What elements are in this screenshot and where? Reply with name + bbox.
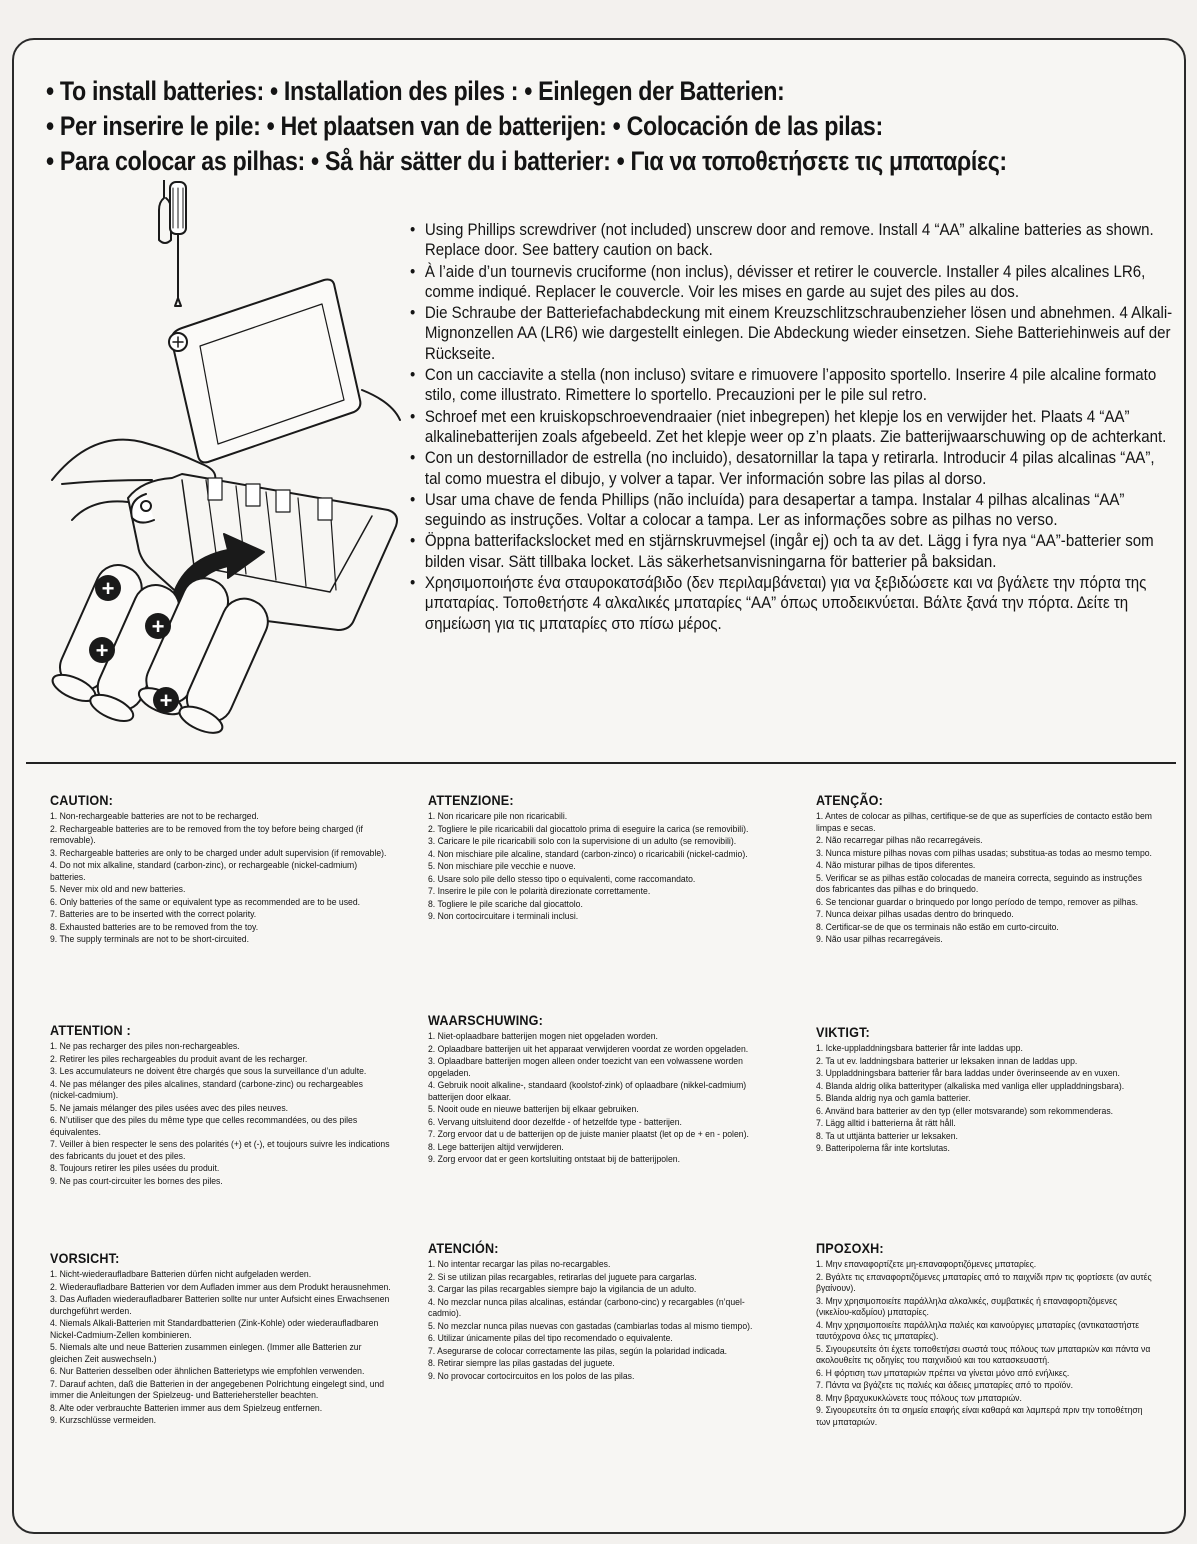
caution-item: 6. Η φόρτιση των μπαταριών πρέπει να γίνεται μόνο από ενήλικες.	[816, 1367, 1070, 1379]
caution-block-el	[816, 1240, 1154, 1429]
caution-item: 1. Icke-uppladdningsbara batterier får inte laddas upp.	[816, 1043, 1023, 1054]
caution-item: 7. Batteries are to be inserted with the correct polarity.	[50, 909, 257, 920]
caution-title: ATTENTION :	[50, 1022, 131, 1038]
caution-item: 4. Non mischiare pile alcaline, standard (carbon-zinco) o ricaricabili (nickel-cadmio).	[428, 848, 748, 860]
caution-item: 9. Não usar pilhas recarregáveis.	[816, 934, 943, 945]
instruction-el: • Χρησιμοποιήστε ένα σταυροκατσάβιδο (δεν περιλαμβάνεται) για να ξεβιδώσετε και να βγάλετε την πόρτα της μπαταρίας. Τοποθετήστε 4 αλκαλικές μπαταρίες “AA” όπως υποδεικνύεται. Βάλτε ξανά την πόρτα. Δείτε τη σημείωση για τις μπαταρίες στο πίσω μέρος.	[410, 573, 1174, 634]
caution-item: 7. Veiller à bien respecter le sens des polarités (+) et (-), et toujours suivre les indications des fabricants du jouet et des piles.	[50, 1139, 390, 1162]
caution-item: 4. No mezclar nunca pilas alcalinas, estándar (carbono-cinc) y recargables (n’quel-cadmio).	[428, 1296, 745, 1319]
heading-line-3: • Para colocar as pilhas: • Så här sätter du i batterier: • Για να τοποθετήσετε τις μπαταρίες:	[46, 146, 1007, 176]
caution-item: 3. Rechargeable batteries are only to be charged under adult supervision (if removable).	[50, 847, 387, 859]
caution-item: 8. Lege batterijen altijd verwijderen.	[428, 1141, 564, 1153]
caution-block-en	[50, 792, 392, 947]
caution-item: 6. Använd bara batterier av den typ (eller motsvarande) som rekommenderas.	[816, 1105, 1114, 1117]
caution-block-it	[428, 792, 766, 924]
caution-item: 5. Niemals alte und neue Batterien zusammen einlegen. (Immer alle Batterien zur gleichen Zeit auswechseln.)	[50, 1342, 362, 1365]
caution-item: 7. Inserire le pile con le polarità direzionate correttamente.	[428, 886, 651, 897]
instruction-en: • Using Phillips screwdriver (not included) unscrew door and remove. Install 4 “AA” alkaline batteries as shown. Replace door. See battery caution on back.	[410, 220, 1174, 261]
caution-item: 4. Não misturar pilhas de tipos diferentes.	[816, 860, 976, 871]
battery-plus-marker: +	[95, 638, 109, 663]
caution-item: 9. No provocar cortocircuitos en los polos de las pilas.	[428, 1370, 635, 1382]
caution-item: 7. Nunca deixar pilhas usadas dentro do brinquedo.	[816, 909, 1014, 920]
caution-item: 1. Niet-oplaadbare batterijen mogen niet opgeladen worden.	[428, 1031, 658, 1042]
caution-item: 7. Asegurarse de colocar correctamente las pilas, según la polaridad indicada.	[428, 1345, 728, 1357]
heading-line-1: • To install batteries: • Installation des piles : • Einlegen der Batterien:	[46, 76, 785, 106]
caution-item: 2. Rechargeable batteries are to be removed from the toy before being charged (if removable).	[50, 823, 363, 846]
caution-item: 2. Retirer les piles rechargeables du produit avant de les recharger.	[50, 1053, 308, 1065]
caution-item: 3. Caricare le pile ricaricabili solo con la supervisione di un adulto (se removibili).	[428, 836, 737, 847]
caution-block-nl	[428, 1012, 766, 1167]
section-divider	[26, 762, 1176, 764]
caution-item: 4. Do not mix alkaline, standard (carbon-zinc), or rechargeable (nickel-cadmium) batteries.	[50, 860, 358, 883]
caution-item: 3. Les accumulateurs ne doivent être chargés que sous la surveillance d’un adulte.	[50, 1066, 367, 1077]
caution-item: 7. Zorg ervoor dat u de batterijen op de juiste manier plaatst (let op de + en - polen).	[428, 1129, 749, 1140]
instruction-de: • Die Schraube der Batteriefachabdeckung mit einem Kreuzschlitzschraubenzieher lösen und abnehmen. 4 Alkali-Mignonzellen AA (LR6) wie dargestellt einlegen. Die Abdeckung wieder einsetzen. Siehe Batteriehinweis auf der Rückseite.	[410, 303, 1174, 364]
caution-block-sv	[816, 1024, 1154, 1156]
caution-title: ATENCIÓN:	[428, 1240, 499, 1256]
caution-item: 8. Ta ut uttjänta batterier ur leksaken.	[816, 1130, 958, 1142]
instruction-it: • Con un cacciavite a stella (non incluso) svitare e rimuovere l’apposito sportello. Inserire 4 pile alcaline formato stilo, come illustrato. Rimettere lo sportello. Precauzioni per le pile sul retro.	[410, 365, 1174, 406]
caution-item: 6. Vervang uitsluitend door dezelfde - of hetzelfde type - batterijen.	[428, 1116, 682, 1128]
caution-item: 4. Μην χρησιμοποιείτε παράλληλα παλιές και καινούργιες μπαταρίες (αντικαταστήστε ταυτόχρονα όλες τις μπαταρίες).	[816, 1319, 1140, 1342]
caution-item: 4. Niemals Alkali-Batterien mit Standardbatterien (Zink-Kohle) oder wiederaufladbaren Nickel-Cadmium-Zellen kombinieren.	[50, 1318, 379, 1341]
caution-item: 5. Nooit oude en nieuwe batterijen bij elkaar gebruiken.	[428, 1104, 639, 1115]
caution-title: ATENÇÃO:	[816, 792, 884, 808]
caution-item: 7. Πάντα να βγάζετε τις παλιές και άδειες μπαταρίες από το προϊόν.	[816, 1380, 1074, 1391]
caution-item: 2. Si se utilizan pilas recargables, retirarlas del juguete para cargarlas.	[428, 1271, 697, 1283]
instruction-es: • Con un destornillador de estrella (no incluido), desatornillar la tapa y retirarla. Introducir 4 pilas alcalinas “AA”, tal como muestra el dibujo, y volver a tapar. Ver información sobre las pilas al dorso.	[410, 448, 1174, 489]
battery-plus-marker: +	[159, 688, 173, 713]
caution-item: 1. Ne pas recharger des piles non-rechargeables.	[50, 1041, 240, 1052]
caution-item: 2. Não recarregar pilhas não recarregáveis.	[816, 835, 983, 846]
caution-title: CAUTION:	[50, 792, 114, 808]
caution-item: 9. The supply terminals are not to be short-circuited.	[50, 934, 250, 945]
caution-item: 6. N’utiliser que des piles du même type que celles recommandées, ou des piles équivalentes.	[50, 1115, 358, 1138]
caution-title: ΠΡΟΣΟΧΗ:	[816, 1240, 884, 1256]
caution-item: 2. Togliere le pile ricaricabili dal giocattolo prima di eseguire la carica (se removibili).	[428, 823, 749, 835]
caution-item: 5. No mezclar nunca pilas nuevas con gastadas (cambiarlas todas al mismo tiempo).	[428, 1320, 753, 1332]
caution-item: 8. Toujours retirer les piles usées du produit.	[50, 1163, 220, 1174]
caution-block-es	[428, 1240, 766, 1383]
caution-title: ATTENZIONE:	[428, 792, 514, 808]
battery-plus-marker: +	[151, 614, 165, 639]
caution-item: 3. Uppladdningsbara batterier får bara laddas under överinseende av en vuxen.	[816, 1068, 1120, 1079]
caution-item: 1. Non-rechargeable batteries are not to be recharged.	[50, 811, 259, 822]
caution-item: 3. Μην χρησιμοποιείτε παράλληλα αλκαλικές, συμβατικές ή επαναφορτιζόμενες (νικελίου-καδμίου) μπαταρίες.	[816, 1295, 1117, 1318]
caution-item: 2. Ta ut ev. laddningsbara batterier ur leksaken innan de laddas upp.	[816, 1055, 1078, 1067]
instruction-sv: • Öppna batterifackslocket med en stjärnskruvmejsel (ingår ej) och ta av det. Lägg i fyra nya “AA”-batterier som bilden visar. Sätt tillbaka locket. Läs säkerhetsanvisningarna för batterier på baksidan.	[410, 531, 1174, 572]
caution-title: VORSICHT:	[50, 1250, 120, 1266]
caution-item: 8. Alte oder verbrauchte Batterien immer aus dem Spielzeug entfernen.	[50, 1402, 323, 1414]
caution-item: 6. Nur Batterien desselben oder ähnlichen Batterietyps wie empfohlen verwenden.	[50, 1366, 365, 1377]
caution-item: 9. Ne pas court-circuiter les bornes des piles.	[50, 1175, 223, 1187]
caution-item: 5. Never mix old and new batteries.	[50, 884, 186, 895]
caution-item: 7. Darauf achten, daß die Batterien in der angegebenen Polrichtung eingelegt sind, und immer die Anleitungen der Spielzeug- und Batteriehersteller beachten.	[50, 1378, 385, 1401]
caution-item: 3. Das Aufladen wiederaufladbarer Batterien sollte nur unter Aufsicht eines Erwachsenen durchgeführt werden.	[50, 1294, 390, 1317]
caution-item: 4. Gebruik nooit alkaline-, standaard (koolstof-zink) of oplaadbare (nikkel-cadmium) batterijen door elkaar.	[428, 1080, 747, 1103]
caution-title: VIKTIGT:	[816, 1024, 870, 1040]
battery-plus-marker: +	[101, 576, 115, 601]
caution-item: 8. Exhausted batteries are to be removed from the toy.	[50, 921, 259, 933]
caution-block-de	[50, 1250, 392, 1428]
instruction-pt: • Usar uma chave de fenda Phillips (não incluída) para desapertar a tampa. Instalar 4 pilhas alcalinas “AA” seguindo as instruções. Voltar a colocar a tampa. Ler as informações sobre as pilhas no verso.	[410, 490, 1174, 531]
caution-item: 5. Σιγουρευτείτε ότι έχετε τοποθετήσει σωστά τους πόλους των μπαταριών και πάντα να ακολουθείτε τις οδηγίες του παιχνιδιού και του κατασκευαστή.	[816, 1343, 1151, 1366]
caution-item: 2. Βγάλτε τις επαναφορτιζόμενες μπαταρίες από το παιχνίδι πριν τις φορτίσετε (αν αυτές βγαίνουν).	[816, 1271, 1152, 1294]
caution-item: 4. Ne pas mélanger des piles alcalines, standard (carbone-zinc) ou rechargeables (nickel-cadmium).	[50, 1078, 363, 1101]
caution-item: 3. Cargar las pilas recargables siempre bajo la vigilancia de un adulto.	[428, 1284, 697, 1295]
caution-item: 9. Non cortocircuitare i terminali inclusi.	[428, 911, 579, 922]
caution-item: 5. Blanda aldrig nya och gamla batterier.	[816, 1093, 971, 1104]
battery-installation-illustration	[32, 180, 412, 740]
caution-item: 6. Usare solo pile dello stesso tipo o equivalenti, come raccomandato.	[428, 873, 696, 885]
caution-item: 6. Only batteries of the same or equivalent type as recommended are to be used.	[50, 896, 361, 908]
caution-item: 8. Certificar-se de que os terminais não estão em curto-circuito.	[816, 921, 1059, 933]
instruction-nl: • Schroef met een kruiskopschroevendraaier (niet inbegrepen) het klepje los en verwijder het. Plaats 4 “AA” alkalinebatterijen zoals afgebeeld. Zet het klepje weer op z’n plaats. Zie batterijwaarschuwing op de achterkant.	[410, 407, 1174, 448]
caution-item: 5. Non mischiare pile vecchie e nuove.	[428, 861, 576, 872]
caution-item: 6. Se tencionar guardar o brinquedo por longo período de tempo, remover as pilhas.	[816, 896, 1139, 908]
caution-item: 9. Σιγουρευτείτε ότι τα σημεία επαφής είναι καθαρά και λαμπερά πριν την τοποθέτηση των μπαταριών.	[816, 1405, 1143, 1428]
caution-item: 2. Oplaadbare batterijen uit het apparaat verwijderen voordat ze worden opgeladen.	[428, 1043, 749, 1055]
battery-door-icon	[169, 280, 360, 463]
caution-item: 1. Nicht-wiederaufladbare Batterien dürfen nicht aufgeladen werden.	[50, 1269, 312, 1280]
caution-item: 1. No intentar recargar las pilas no-recargables.	[428, 1259, 611, 1270]
heading-line-2: • Per inserire le pile: • Het plaatsen van de batterijen: • Colocación de las pilas:	[46, 111, 883, 141]
install-headings	[46, 74, 1166, 179]
caution-item: 9. Kurzschlüsse vermeiden.	[50, 1415, 157, 1426]
caution-item: 4. Blanda aldrig olika batterityper (alkaliska med vanliga eller uppladdningsbara).	[816, 1080, 1125, 1092]
caution-item: 1. Antes de colocar as pilhas, certifique-se de que as superfícies de contacto estão bem limpas e secas.	[816, 811, 1152, 834]
caution-item: 6. Utilizar únicamente pilas del tipo recomendado o equivalente.	[428, 1333, 673, 1344]
caution-item: 8. Μην βραχυκυκλώνετε τους πόλους των μπαταριών.	[816, 1392, 1022, 1404]
caution-item: 7. Lägg alltid i batterierna åt rätt håll.	[816, 1118, 956, 1129]
caution-item: 9. Zorg ervoor dat er geen kortsluiting ontstaat bij de batterijpolen.	[428, 1154, 680, 1165]
caution-block-fr	[50, 1022, 392, 1188]
installation-instructions	[410, 220, 1173, 635]
caution-item: 9. Batteripolerna får inte kortslutas.	[816, 1143, 950, 1154]
caution-item: 3. Nunca misture pilhas novas com pilhas usadas; substitua-as todas ao mesmo tempo.	[816, 847, 1152, 859]
caution-item: 8. Togliere le pile scariche dal giocattolo.	[428, 898, 583, 910]
instruction-fr: • À l’aide d’un tournevis cruciforme (non inclus), dévisser et retirer le couvercle. Installer 4 piles alcalines LR6, comme indiqué. Replacer le couvercle. Voir les mises en garde au sujet des piles au dos.	[410, 262, 1174, 303]
caution-item: 5. Verificar se as pilhas estão colocadas de maneira correcta, seguindo as instruções dos fabricantes das pilhas e do brinquedo.	[816, 872, 1142, 895]
caution-item: 1. Μην επαναφορτίζετε μη-επαναφορτιζόμενες μπαταρίες.	[816, 1259, 1037, 1270]
caution-item: 8. Retirar siempre las pilas gastadas del juguete.	[428, 1358, 615, 1369]
caution-item: 2. Wiederaufladbare Batterien vor dem Aufladen immer aus dem Produkt herausnehmen.	[50, 1281, 391, 1293]
caution-item: 3. Oplaadbare batterijen mogen alleen onder toezicht van een volwassene worden opgeladen.	[428, 1056, 743, 1079]
caution-item: 5. Ne jamais mélanger des piles usées avec des piles neuves.	[50, 1102, 289, 1114]
caution-item: 1. Non ricaricare pile non ricaricabili.	[428, 811, 568, 822]
caution-block-pt	[816, 792, 1154, 947]
caution-title: WAARSCHUWING:	[428, 1012, 544, 1028]
screwdriver-icon	[159, 180, 186, 306]
